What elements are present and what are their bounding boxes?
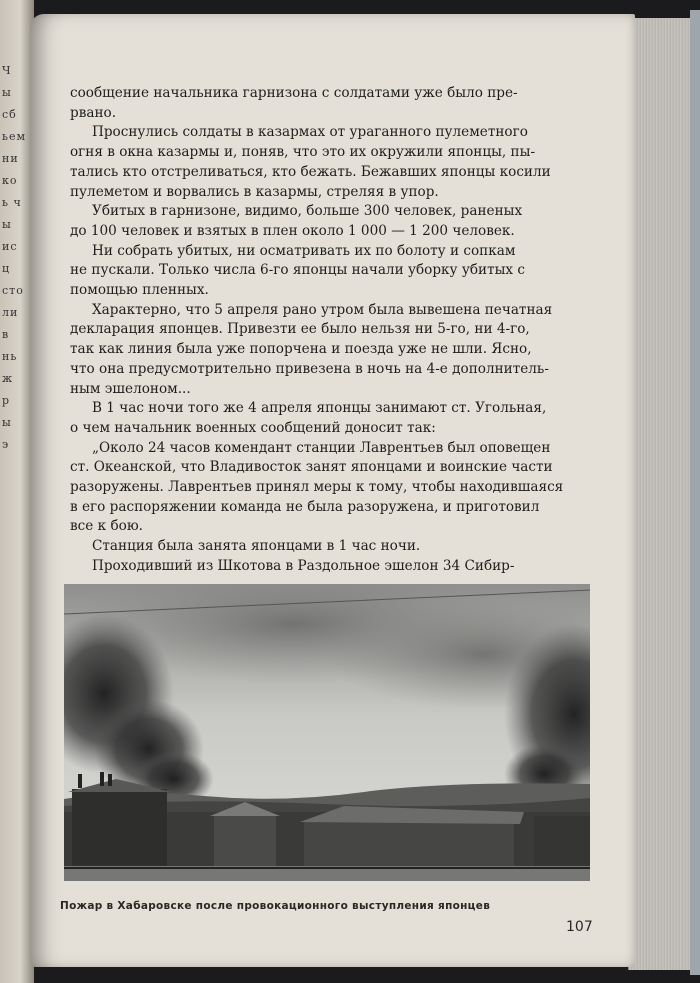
book-page (30, 14, 635, 967)
text-line: тались кто отстреливаться, кто бежать. Бежавших японцы косили (70, 163, 551, 180)
photo-caption: Пожар в Хабаровске после провокационного выступления японцев (60, 900, 491, 912)
page-block-edge (628, 18, 695, 970)
photo-illustration (64, 584, 590, 881)
fragment: ис (2, 240, 18, 253)
text-line: В 1 час ночи того же 4 апреля японцы занимают ст. Угольная, (92, 400, 547, 417)
text-line: что она предусмотрительно привезена в ночь на 4-е дополнитель- (70, 360, 549, 377)
text-line: помощью пленных. (70, 282, 209, 299)
text-line: до 100 человек и взятых в плен около 1 000 — 1 200 человек. (70, 222, 515, 239)
fire-photograph (64, 584, 590, 881)
text-line: разоружены. Лаврентьев принял меры к тому, чтобы находившаяся (70, 479, 564, 496)
text-line: рвано. (70, 104, 117, 121)
fragment: ко (2, 174, 18, 187)
text-line: декларация японцев. Привезти ее было нельзя ни 5-го, ни 4-го, (70, 321, 530, 338)
text-line: огня в окна казармы и, поняв, что это их окружили японцы, пы- (70, 144, 536, 161)
fragment: ы (2, 86, 12, 99)
fragment: р (2, 394, 11, 407)
text-line: Убитых в гарнизоне, видимо, больше 300 человек, раненых (92, 203, 523, 220)
text-line: Станция была занята японцами в 1 час ночи. (92, 538, 421, 555)
fragment: ы (2, 218, 12, 231)
text-line: так как линия была уже попорчена и поезда уже не шли. Ясно, (70, 341, 532, 358)
book-cover-edge (690, 10, 700, 975)
text-line: ным эшелоном... (70, 380, 191, 397)
text-line: Характерно, что 5 апреля рано утром была вывешена печатная (92, 301, 553, 318)
fragment: ж (2, 372, 14, 385)
text-line: все к бою. (70, 518, 143, 535)
text-line: Проснулись солдаты в казармах от ураганного пулеметного (92, 124, 528, 141)
fragment: э (2, 438, 10, 451)
facing-page-edge (0, 0, 34, 983)
fragment: нь (2, 350, 18, 363)
fragment: ц (2, 262, 11, 275)
page-number: 107 (566, 919, 593, 935)
text-line: сообщение начальника гарнизона с солдатами уже было пре- (70, 85, 518, 101)
text-line: „Около 24 часов комендант станции Лаврентьев был оповещен (92, 439, 551, 456)
text-line: Проходивший из Шкотова в Раздольное эшелон 34 Сибир- (92, 557, 515, 574)
fragment: сто (2, 284, 24, 297)
text-line: о чем начальник военных сообщений доносит так: (70, 419, 436, 436)
text-line: пулеметом и ворвались в казармы, стреляя в упор. (70, 183, 439, 200)
fragment: в (2, 328, 10, 341)
facing-page-text-fragments (2, 60, 32, 456)
fragment: ь ч (2, 196, 22, 209)
fragment: ы (2, 416, 12, 429)
body-text (70, 84, 598, 577)
text-line: в его распоряжении команда не была разоружена, и приготовил (70, 498, 540, 515)
fragment: ьем (2, 130, 27, 143)
fragment: сб (2, 108, 17, 121)
fragment: Ч (2, 64, 12, 77)
fragment: ли (2, 306, 19, 319)
fragment: ни (2, 152, 19, 165)
text-line: ст. Океанской, что Владивосток занят японцами и воинские части (70, 459, 553, 476)
text-line: Ни собрать убитых, ни осматривать их по болоту и сопкам (92, 242, 516, 259)
text-line: не пускали. Только числа 6-го японцы начали уборку убитых с (70, 262, 526, 279)
